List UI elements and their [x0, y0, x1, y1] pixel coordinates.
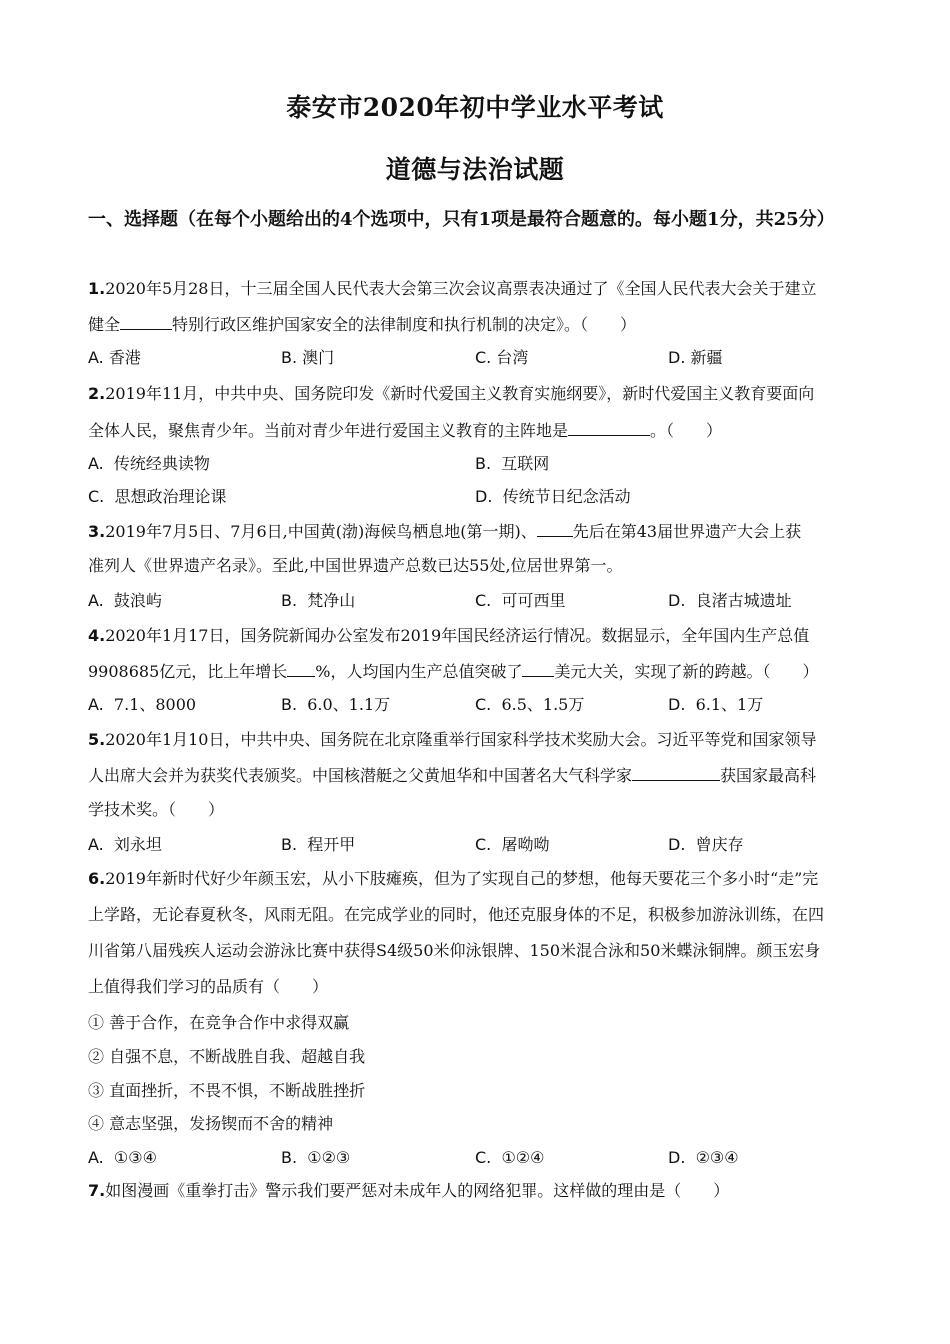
option-letter: C.	[475, 1148, 492, 1167]
question-text: 学技术奖。（ ）	[88, 800, 225, 819]
option-text: 6.5、1.5万	[501, 695, 585, 714]
question-text: 9908685亿元，比上年增长	[88, 662, 288, 681]
option-letter: B.	[281, 695, 298, 714]
question-4-line-2	[88, 660, 819, 683]
question-7-line-1	[88, 1180, 729, 1202]
option-text: 澳门	[302, 348, 335, 367]
option-text: 曾庆存	[695, 835, 744, 854]
option-letter: B.	[281, 591, 298, 610]
question-4-line-1	[88, 625, 809, 647]
question-4-options	[88, 694, 868, 716]
question-5-line-2	[88, 764, 816, 787]
option-b[interactable]	[281, 834, 355, 856]
option-b[interactable]	[281, 590, 355, 612]
option-letter: A.	[88, 454, 104, 473]
statement-text: ③ 直面挫折，不畏不惧，不断战胜挫折	[88, 1081, 366, 1100]
exam-subtitle: 道德与法治试题	[385, 155, 565, 184]
option-b[interactable]	[475, 453, 549, 475]
question-3-line-1	[88, 520, 801, 543]
question-text: 2020年5月28日，十三届全国人民代表大会第三次会议高票表决通过了《全国人民代表大会关于建立	[105, 279, 817, 298]
question-number: 5.	[88, 730, 106, 749]
option-d[interactable]	[668, 347, 723, 369]
question-text: 如图漫画《重拳打击》警示我们要严惩对未成年人的网络犯罪。这样做的理由是（ ）	[105, 1181, 730, 1200]
option-c[interactable]	[475, 347, 528, 369]
question-number: 7.	[88, 1181, 106, 1200]
question-text: 2019年新时代好少年颜玉宏，从小下肢瘫痪，但为了实现自己的梦想，他每天要花三个多小时“走”完	[105, 869, 819, 888]
question-6-line-4	[88, 976, 328, 998]
question-text: %，人均国内生产总值突破了	[315, 662, 523, 681]
option-a[interactable]	[88, 834, 162, 856]
option-b[interactable]	[281, 347, 334, 369]
option-text: 6.0、1.1万	[307, 695, 391, 714]
question-5-line-3	[88, 799, 224, 821]
option-text: 思想政治理论课	[114, 487, 227, 506]
answer-blank	[632, 764, 720, 781]
question-text: 2020年1月17日，国务院新闻办公室发布2019年国民经济运行情况。数据显示，全年国内生产总值	[105, 626, 810, 645]
option-c[interactable]	[475, 590, 565, 612]
option-letter: D.	[668, 695, 686, 714]
option-a[interactable]	[88, 347, 141, 369]
option-c[interactable]	[475, 834, 549, 856]
option-letter: A.	[88, 591, 104, 610]
option-letter: B.	[281, 348, 298, 367]
answer-blank	[522, 660, 554, 677]
answer-blank	[537, 520, 573, 537]
option-a[interactable]	[88, 694, 196, 716]
question-6-line-3	[88, 940, 820, 962]
option-text: 台湾	[496, 348, 529, 367]
option-letter: D.	[475, 487, 493, 506]
question-text: 上值得我们学习的品质有（ ）	[88, 977, 329, 996]
question-1-line-2	[88, 313, 636, 336]
question-3-options	[88, 590, 868, 612]
question-number: 6.	[88, 869, 106, 888]
option-a[interactable]	[88, 590, 162, 612]
option-text: 传统经典读物	[113, 454, 210, 473]
option-text: ①②④	[501, 1148, 545, 1167]
question-number: 2.	[88, 384, 106, 403]
question-text: 特别行政区维护国家安全的法律制度和执行机制的决定》。（ ）	[172, 315, 637, 334]
option-d[interactable]	[475, 486, 631, 508]
option-letter: D.	[668, 348, 686, 367]
question-2-options-row-2	[88, 486, 868, 508]
option-c[interactable]	[88, 486, 226, 508]
option-text: 可可西里	[501, 591, 566, 610]
question-text: 准列人《世界遗产名录》。至此,中国世界遗产总数已达55处,位居世界第一。	[88, 556, 623, 575]
option-letter: C.	[475, 348, 492, 367]
statement-1	[88, 1012, 349, 1034]
question-text: 获国家最高科	[720, 766, 817, 785]
statement-4	[88, 1113, 333, 1135]
option-c[interactable]	[475, 1147, 544, 1169]
question-1-options	[88, 347, 868, 369]
option-a[interactable]	[88, 1147, 157, 1169]
option-text: ①②③	[307, 1148, 351, 1167]
section-heading: 一、选择题（在每个小题给出的4个选项中，只有1项是最符合题意的。每小题1分，共25分）	[88, 209, 835, 230]
answer-blank	[287, 660, 315, 677]
option-text: 刘永坦	[113, 835, 162, 854]
question-text: 2020年1月10日，中共中央、国务院在北京隆重举行国家科学技术奖励大会。习近平等党和国家领导	[105, 730, 817, 749]
statement-text: ② 自强不息，不断战胜自我、超越自我	[88, 1047, 366, 1066]
option-text: 梵净山	[307, 591, 356, 610]
option-letter: D.	[668, 1148, 686, 1167]
option-text: 6.1、1万	[695, 695, 764, 714]
question-1-line-1	[88, 278, 816, 300]
option-letter: B.	[475, 454, 492, 473]
option-text: ①③④	[113, 1148, 157, 1167]
question-text: 。（ ）	[650, 421, 723, 440]
question-text: 先后在第43届世界遗产大会上获	[572, 522, 802, 541]
question-text: 全体人民，聚焦青少年。当前对青少年进行爱国主义教育的主阵地是	[88, 421, 569, 440]
option-b[interactable]	[281, 694, 390, 716]
option-letter: D.	[668, 835, 686, 854]
question-number: 1.	[88, 279, 106, 298]
question-text: 人出席大会并为获奖代表颁奖。中国核潜艇之父黄旭华和中国著名大气科学家	[88, 766, 633, 785]
question-5-line-1	[88, 729, 816, 751]
option-letter: A.	[88, 348, 104, 367]
option-text: 鼓浪屿	[113, 591, 162, 610]
answer-blank	[120, 313, 172, 330]
question-text: 上学路，无论春夏秋冬，风雨无阻。在完成学业的同时，他还克服身体的不足，积极参加游泳训练，在四	[88, 905, 825, 924]
option-text: 良渚古城遗址	[695, 591, 792, 610]
option-letter: D.	[668, 591, 686, 610]
question-text: 川省第八届残疾人运动会游泳比赛中获得S4级50米仰泳银牌、150米混合泳和50米蝶泳铜牌。颜玉宏身	[88, 941, 821, 960]
exam-title: 泰安市2020年初中学业水平考试	[286, 93, 664, 122]
option-d[interactable]	[668, 694, 763, 716]
statement-3	[88, 1080, 365, 1102]
statement-text: ① 善于合作，在竞争合作中求得双赢	[88, 1013, 350, 1032]
question-text: 2019年11月，中共中央、国务院印发《新时代爱国主义教育实施纲要》，新时代爱国主义教育要面向	[105, 384, 815, 403]
option-text: 香港	[108, 348, 141, 367]
answer-blank	[568, 419, 650, 436]
question-text: 2019年7月5日、7月6日,中国黄(渤)海候鸟栖息地(第一期)、	[105, 522, 537, 541]
option-d[interactable]	[668, 834, 744, 856]
question-5-options	[88, 834, 868, 856]
option-c[interactable]	[475, 694, 584, 716]
option-text: 传统节日纪念活动	[502, 487, 631, 506]
option-d[interactable]	[668, 590, 792, 612]
option-letter: C.	[88, 487, 105, 506]
option-text: 程开甲	[307, 835, 356, 854]
option-d[interactable]	[668, 1147, 739, 1169]
option-a[interactable]	[88, 453, 210, 475]
question-number: 3.	[88, 522, 106, 541]
question-2-options	[88, 453, 868, 475]
option-b[interactable]	[281, 1147, 350, 1169]
question-6-line-2	[88, 904, 824, 926]
option-letter: A.	[88, 695, 104, 714]
option-letter: C.	[475, 835, 492, 854]
option-text: 新疆	[690, 348, 723, 367]
question-number: 4.	[88, 626, 106, 645]
question-2-line-2	[88, 419, 722, 442]
option-letter: C.	[475, 591, 492, 610]
option-letter: B.	[281, 1148, 298, 1167]
statement-2	[88, 1046, 365, 1068]
option-text: ②③④	[695, 1148, 739, 1167]
option-letter: B.	[281, 835, 298, 854]
option-text: 7.1、8000	[113, 695, 197, 714]
question-2-line-1	[88, 383, 814, 405]
option-text: 屠呦呦	[501, 835, 550, 854]
question-text: 美元大关，实现了新的跨越。（ ）	[554, 662, 819, 681]
option-letter: A.	[88, 1148, 104, 1167]
question-6-options	[88, 1147, 868, 1169]
question-6-line-1	[88, 868, 818, 890]
option-letter: A.	[88, 835, 104, 854]
question-text: 健全	[88, 315, 121, 334]
option-text: 互联网	[501, 454, 550, 473]
question-3-line-2	[88, 555, 623, 577]
option-letter: C.	[475, 695, 492, 714]
statement-text: ④ 意志坚强，发扬锲而不舍的精神	[88, 1114, 334, 1133]
